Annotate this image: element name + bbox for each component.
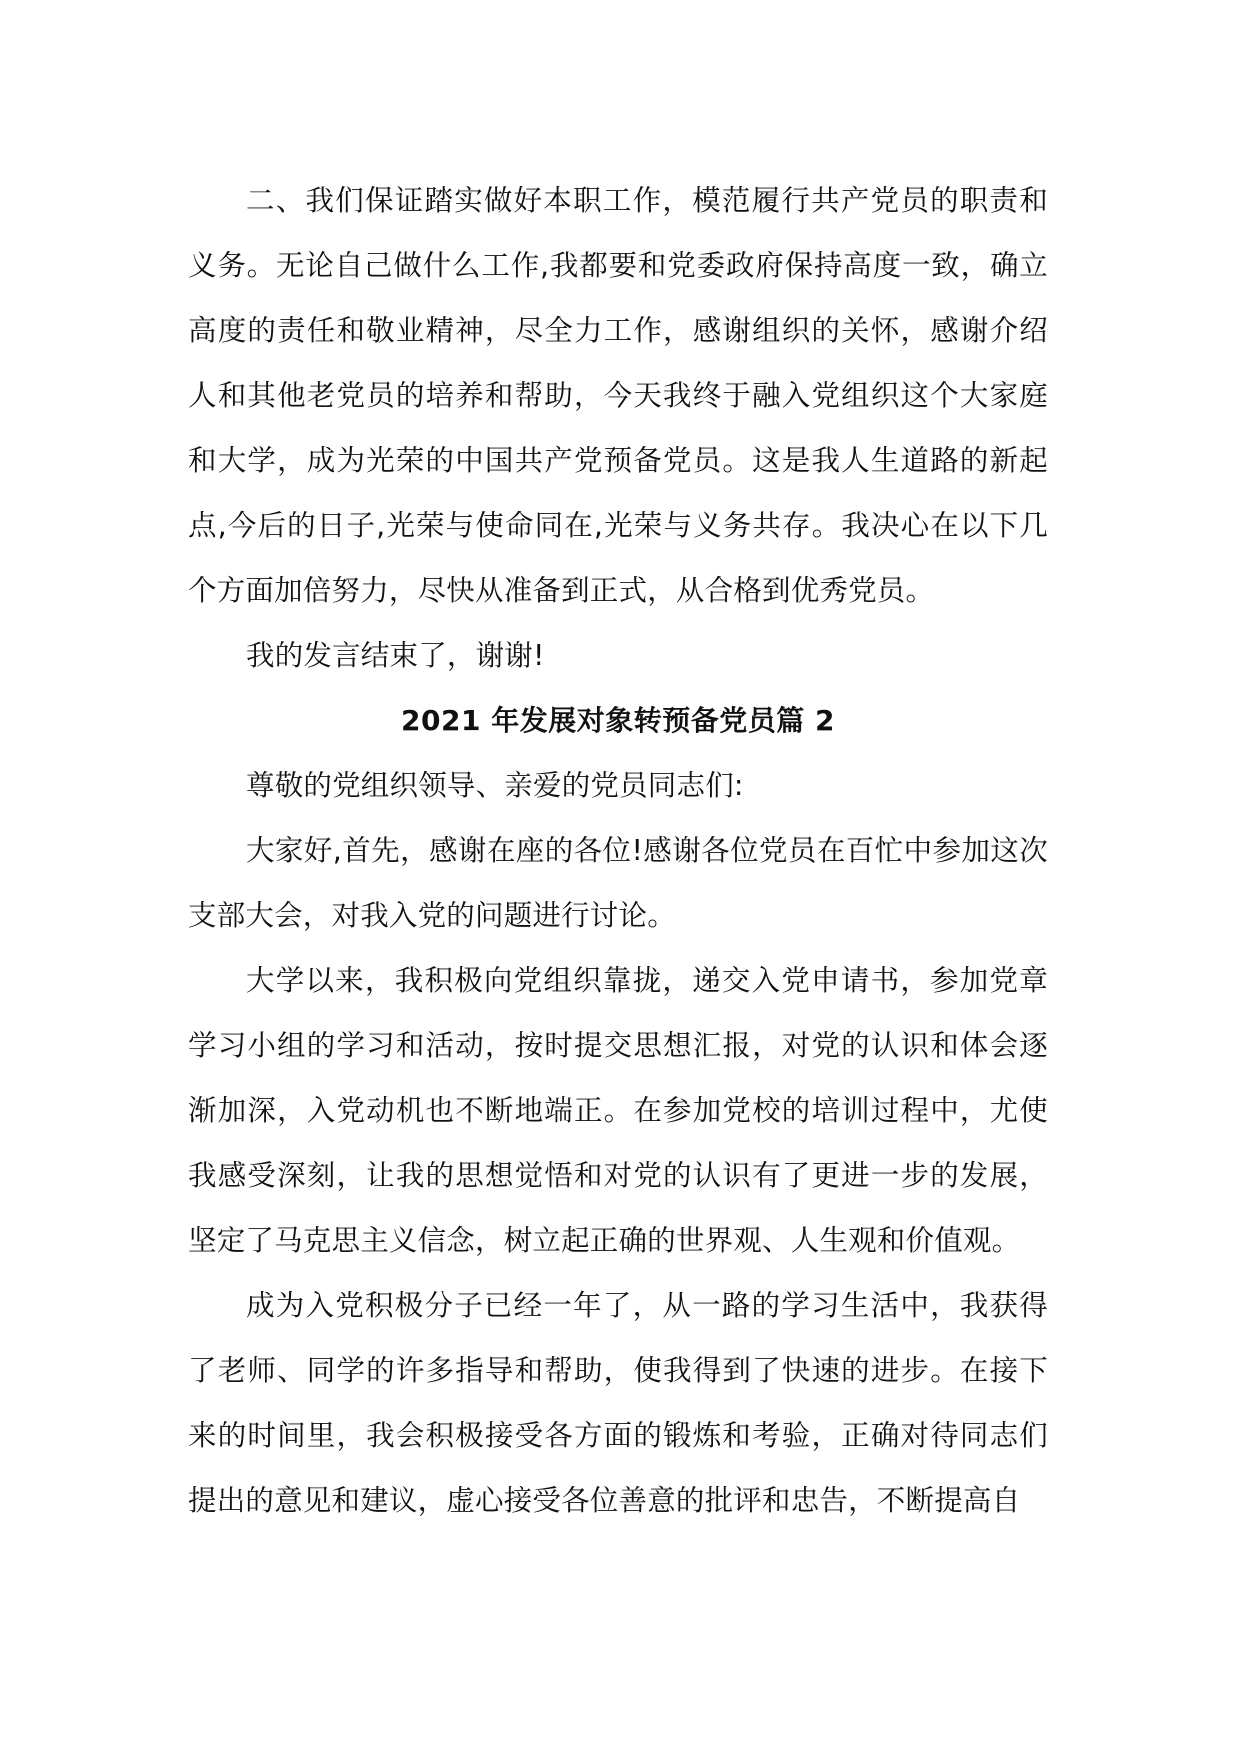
paragraph-closing: 我的发言结束了，谢谢! bbox=[246, 639, 545, 672]
paragraph-salutation: 尊敬的党组织领导、亲爱的党员同志们: bbox=[246, 769, 744, 802]
paragraph-duty: 二、我们保证踏实做好本职工作，模范履行共产党员的职责和义务。无论自己做什么工作,我都要和党委政府保持高度一致，确立高度的责任和敬业精神，尽全力工作，感谢组织的关怀，感谢介绍人和其他老党员的培养和帮助，今天我终于融入党组织这个大家庭和大学，成为光荣的中国共产党预备党员。这是我人生道路的新起点,今后的日子,光荣与使命同在,光荣与义务共存。我决心在以下几个方面加倍努力，尽快从准备到正式，从合格到优秀党员。 bbox=[188, 184, 1048, 607]
document-body bbox=[188, 168, 1048, 1533]
section-heading: 2021 年发展对象转预备党员篇 2 bbox=[401, 704, 835, 737]
paragraph-greeting: 大家好,首先，感谢在座的各位!感谢各位党员在百忙中参加这次支部大会，对我入党的问题进行讨论。 bbox=[188, 834, 1048, 932]
paragraph-activist: 成为入党积极分子已经一年了，从一路的学习生活中，我获得了老师、同学的许多指导和帮助，使我得到了快速的进步。在接下来的时间里，我会积极接受各方面的锻炼和考验，正确对待同志们提出的意见和建议，虚心接受各位善意的批评和忠告，不断提高自 bbox=[188, 1289, 1048, 1517]
paragraph-university: 大学以来，我积极向党组织靠拢，递交入党申请书，参加党章学习小组的学习和活动，按时提交思想汇报，对党的认识和体会逐渐加深，入党动机也不断地端正。在参加党校的培训过程中，尤使我感受深刻，让我的思想觉悟和对党的认识有了更进一步的发展，坚定了马克思主义信念，树立起正确的世界观、人生观和价值观。 bbox=[188, 964, 1048, 1257]
